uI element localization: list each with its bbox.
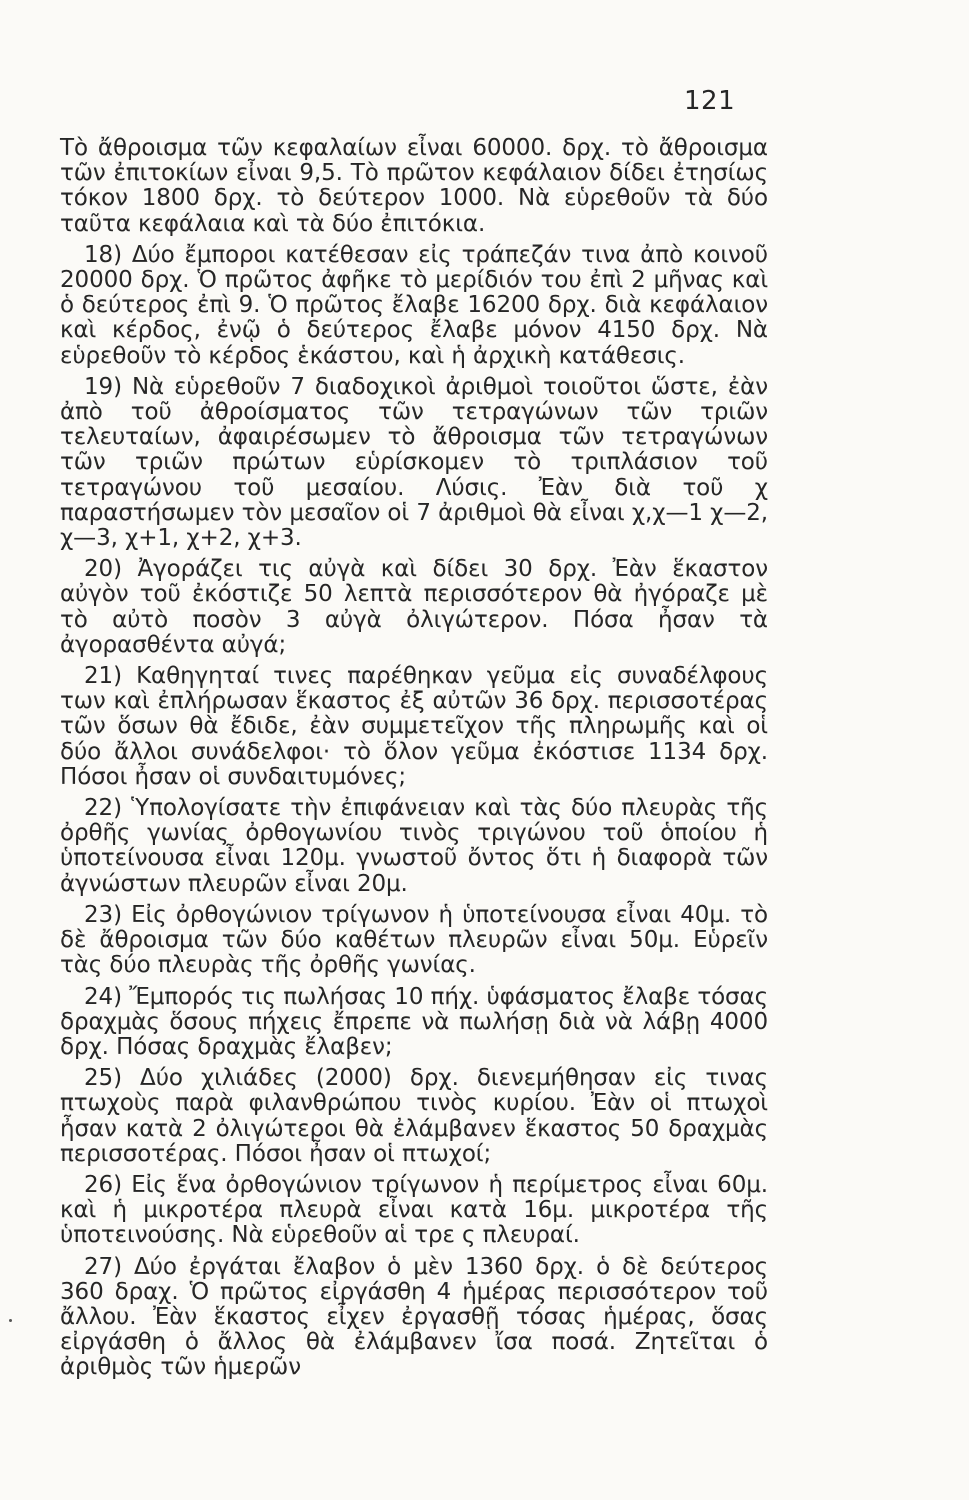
problem-27: 27) Δύο ἐργάται ἔλαβον ὁ μὲν 1360 δρχ. ὁ δὲ δεύτερος 360 δραχ. Ὁ πρῶτος εἰργάσθη 4 ἡμέρας περισσότερον τοῦ ἄλλου. Ἐὰν ἕκαστος εἶχεν ἐργασθῇ τόσας ἡμέρας, ὅσας εἰργάσθη ὁ ἄλλος θὰ ἐλάμβανεν ἴσα ποσά. Ζητεῖται ὁ ἀριθμὸς τῶν ἡμερῶν [60, 1253, 768, 1381]
problem-24: 24) Ἔμπορός τις πωλήσας 10 πήχ. ὑφάσματος ἔλαβε τόσας δραχμὰς ὅσους πήχεις ἔπρεπε νὰ πωλήσῃ διὰ νὰ λάβῃ 4000 δρχ. Πόσας δραχμὰς ἔλαβεν; [60, 983, 768, 1060]
problem-19: 19) Νὰ εὑρεθοῦν 7 διαδοχικοὶ ἀριθμοὶ τοιοῦτοι ὥστε, ἐὰν ἀπὸ τοῦ ἀθροίσματος τῶν τετραγώνων τῶν τριῶν τελευταίων, ἀφαιρέσωμεν τὸ ἄθροισμα τῶν τετραγώνων τῶν τριῶν πρώτων εὑρίσκομεν τὸ τριπλάσιον τοῦ τετραγώνου τοῦ μεσαίου. Λύσις. Ἐὰν διὰ τοῦ χ παραστήσωμεν τὸν μεσαῖον οἱ 7 ἀριθμοὶ θὰ εἶναι χ,χ—1 χ—2, χ—3, χ+1, χ+2, χ+3. [60, 373, 768, 552]
problem-18: 18) Δύο ἔμποροι κατέθεσαν εἰς τράπεζάν τινα ἀπὸ κοινοῦ 20000 δρχ. Ὁ πρῶτος ἀφῆκε τὸ μερίδιόν του ἐπὶ 2 μῆνας καὶ ὁ δεύτερος ἐπὶ 9. Ὁ πρῶτος ἔλαβε 16200 δρχ. διὰ κεφάλαιον καὶ κέρδος, ἐνῷ ὁ δεύτερος ἔλαβε μόνον 4150 δρχ. Νὰ εὑρεθοῦν τὸ κέρδος ἑκάστου, καὶ ἡ ἀρχικὴ κατάθεσις. [60, 241, 768, 369]
paragraph-continuation: Τὸ ἄθροισμα τῶν κεφαλαίων εἶναι 60000. δρχ. τὸ ἄθροισμα τῶν ἐπιτοκίων εἶναι 9,5. Τὸ πρῶτον κεφάλαιον δίδει ἐτησίως τόκον 1800 δρχ. τὸ δεύτερον 1000. Νὰ εὑρεθοῦν τὰ δύο ταῦτα κεφάλαια καὶ τὰ δύο ἐπιτόκια. [60, 135, 768, 237]
margin-dot [9, 1319, 12, 1322]
problem-22: 22) Ὑπολογίσατε τὴν ἐπιφάνειαν καὶ τὰς δύο πλευρὰς τῆς ὀρθῆς γωνίας ὀρθογωνίου τινὸς τριγώνου τοῦ ὁποίου ἡ ὑποτείνουσα εἶναι 120μ. γνωστοῦ ὄντος ὅτι ἡ διαφορὰ τῶν ἀγνώστων πλευρῶν εἶναι 20μ. [60, 795, 768, 897]
problem-26: 26) Εἰς ἕνα ὀρθογώνιον τρίγωνον ἡ περίμετρος εἶναι 60μ. καὶ ἡ μικροτέρα πλευρὰ εἶναι κατὰ 16μ. μικροτέρα τῆς ὑποτεινούσης. Νὰ εὑρεθοῦν αἱ τρε ς πλευραί. [60, 1171, 768, 1249]
text-block [60, 136, 768, 1387]
problem-20: 20) Ἀγοράζει τις αὐγὰ καὶ δίδει 30 δρχ. Ἐὰν ἕκαστον αὐγὸν τοῦ ἐκόστιζε 50 λεπτὰ περισσότερον θὰ ἠγόραζε μὲ τὸ αὐτὸ ποσὸν 3 αὐγὰ ὀλιγώτερον. Πόσα ἦσαν τὰ ἀγορασθέντα αὐγά; [60, 556, 768, 658]
problem-25: 25) Δύο χιλιάδες (2000) δρχ. διενεμήθησαν εἰς τινας πτωχοὺς παρὰ φιλανθρώπου τινὸς κυρίου. Ἐὰν οἱ πτωχοὶ ἦσαν κατὰ 2 ὀλιγώτεροι θὰ ἐλάμβανεν ἕκαστος 50 δραχμὰς περισσοτέρας. Πόσοι ἦσαν οἱ πτωχοί; [60, 1065, 768, 1167]
problem-21: 21) Καθηγηταί τινες παρέθηκαν γεῦμα εἰς συναδέλφους των καὶ ἐπλήρωσαν ἕκαστος ἐξ αὐτῶν 36 δρχ. περισσοτέρας τῶν ὅσων θὰ ἔδιδε, ἐὰν συμμετεῖχον τῆς πληρωμῆς καὶ οἱ δύο ἄλλοι συνάδελφοι· τὸ ὅλον γεῦμα ἐκόστισε 1134 δρχ. Πόσοι ἦσαν οἱ συνδαιτυμόνες; [60, 663, 768, 790]
problem-23: 23) Εἰς ὀρθογώνιον τρίγωνον ἡ ὑποτείνουσα εἶναι 40μ. τὸ δὲ ἄθροισμα τῶν δύο καθέτων πλευρῶν εἶναι 50μ. Εὑρεῖν τὰς δύο πλευρὰς τῆς ὀρθῆς γωνίας. [60, 901, 768, 979]
page-number: 121 [684, 86, 736, 116]
